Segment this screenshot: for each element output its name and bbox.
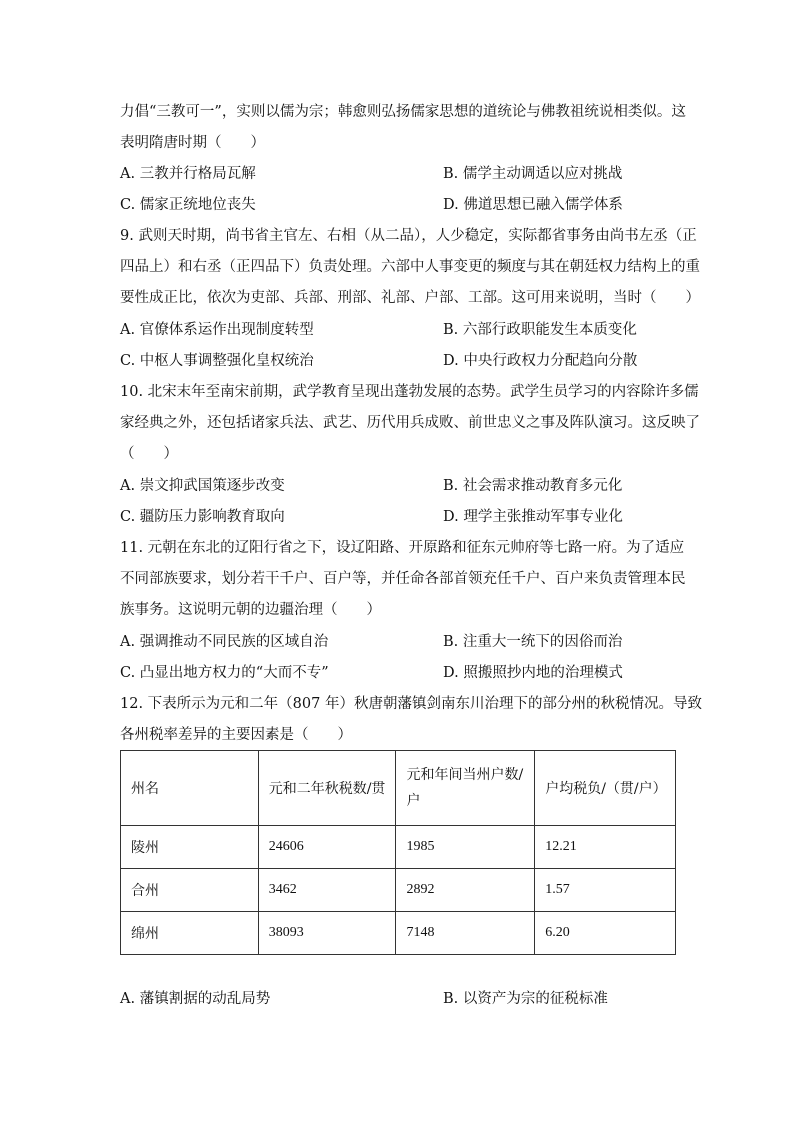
tax-table: [120, 750, 676, 955]
table-cell: 6.20: [535, 912, 676, 955]
q11-text-line-3: 族事务。这说明元朝的边疆治理（ ）: [120, 602, 381, 618]
table-cell: 合州: [121, 869, 259, 912]
q11-option-a: A. 强调推动不同民族的区域自治: [120, 634, 329, 650]
q8-option-c: C. 儒家正统地位丧失: [120, 197, 256, 213]
table-cell: 绵州: [121, 912, 259, 955]
q9-option-b: B. 六部行政职能发生本质变化: [443, 322, 637, 338]
table-header-cell: 户均税负/（贯/户）: [535, 751, 676, 826]
q10-option-a: A. 崇文抑武国策逐步改变: [120, 478, 285, 494]
q11-option-c: C. 凸显出地方权力的“大而不专”: [120, 665, 329, 681]
q9-option-a: A. 官僚体系运作出现制度转型: [120, 322, 314, 338]
q8-option-b: B. 儒学主动调适以应对挑战: [443, 166, 623, 182]
q10-option-b: B. 社会需求推动教育多元化: [443, 478, 623, 494]
q9-text-line-3: 要性成正比，依次为吏部、兵部、刑部、礼部、户部、工部。这可用来说明，当时（ ）: [120, 290, 700, 306]
q12-text-line-2: 各州税率差异的主要因素是（ ）: [120, 727, 352, 743]
table-header-cell: 州名: [121, 751, 259, 826]
table-cell: 38093: [258, 912, 396, 955]
q9-option-d: D. 中央行政权力分配趋向分散: [443, 353, 638, 369]
q12-option-a: A. 藩镇割据的动乱局势: [120, 991, 271, 1007]
table-header-cell: 元和年间当州户数/户: [396, 751, 535, 826]
table-row: [121, 826, 676, 869]
q10-option-d: D. 理学主张推动军事专业化: [443, 509, 623, 525]
q8-option-a: A. 三教并行格局瓦解: [120, 166, 256, 182]
table-cell: 7148: [396, 912, 535, 955]
table-cell: 3462: [258, 869, 396, 912]
q10-option-c: C. 疆防压力影响教育取向: [120, 509, 285, 525]
q11-text-line-1: 11. 元朝在东北的辽阳行省之下，设辽阳路、开原路和征东元帅府等七路一府。为了适应: [120, 540, 685, 556]
q9-text-line-1: 9. 武则天时期，尚书省主官左、右相（从二品），人少稳定，实际都省事务由尚书左丞（正: [120, 228, 697, 244]
table-row: [121, 912, 676, 955]
q8-option-d: D. 佛道思想已融入儒学体系: [443, 197, 623, 213]
table-header-row: [121, 751, 676, 826]
table-cell: 1.57: [535, 869, 676, 912]
table-cell: 陵州: [121, 826, 259, 869]
table-cell: 2892: [396, 869, 535, 912]
q12-text-line-1: 12. 下表所示为元和二年（807 年）秋唐朝藩镇剑南东川治理下的部分州的秋税情况。导致: [120, 696, 702, 712]
table-cell: 12.21: [535, 826, 676, 869]
q10-text-line-2: 家经典之外，还包括诸家兵法、武艺、历代用兵成败、前世忠义之事及阵队演习。这反映了: [120, 415, 700, 431]
q11-text-line-2: 不同部族要求，划分若干千户、百户等，并任命各部首领充任千户、百户来负责管理本民: [120, 571, 686, 587]
table-cell: 24606: [258, 826, 396, 869]
table-row: [121, 869, 676, 912]
q11-option-d: D. 照搬照抄内地的治理模式: [443, 665, 623, 681]
q9-text-line-2: 四品上）和右丞（正四品下）负责处理。六部中人事变更的频度与其在朝廷权力结构上的重: [120, 259, 700, 275]
q8-text-line-2: 表明隋唐时期（ ）: [120, 135, 265, 151]
table-cell: 1985: [396, 826, 535, 869]
q12-option-b: B. 以资产为宗的征税标准: [443, 991, 608, 1007]
q10-text-line-1: 10. 北宋末年至南宋前期，武学教育呈现出蓬勃发展的态势。武学生员学习的内容除许多儒: [120, 384, 699, 400]
q11-option-b: B. 注重大一统下的因俗而治: [443, 634, 623, 650]
table-header-cell: 元和二年秋税数/贯: [258, 751, 396, 826]
q10-text-line-3: （ ）: [120, 446, 178, 462]
q8-text-line-1: 力倡“三教可一”，实则以儒为宗；韩愈则弘扬儒家思想的道统论与佛教祖统说相类似。这: [120, 104, 686, 120]
q9-option-c: C. 中枢人事调整强化皇权统治: [120, 353, 314, 369]
